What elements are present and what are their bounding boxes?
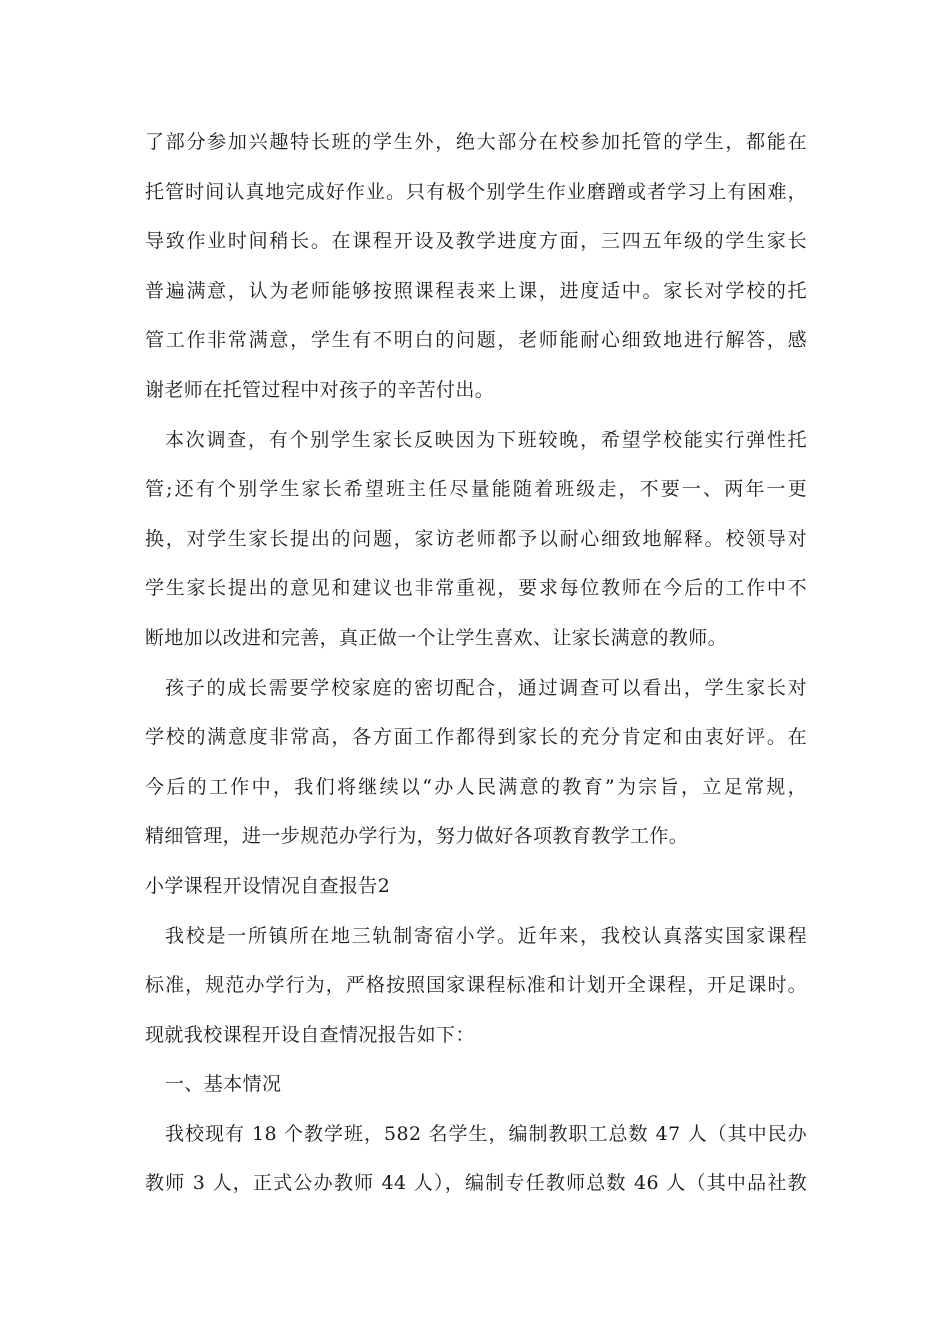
document-page [145, 118, 807, 1209]
text-line: 管工作非常满意，学生有不明白的问题，老师能耐心细致地进行解答，感 [145, 329, 807, 352]
text-line: 了部分参加兴趣特长班的学生外，绝大部分在校参加托管的学生，都能在 [145, 131, 807, 153]
subheading: 一、基本情况 [165, 1073, 282, 1096]
report-title: 小学课程开设情况自查报告2 [145, 874, 391, 897]
paragraph-3 [145, 664, 807, 862]
text-line: 断地加以改进和完善，真正做一个让学生喜欢、让家长满意的教师。 [145, 626, 728, 649]
text-line: 学校的满意度非常高，各方面工作都得到家长的充分肯定和由衷好评。在 [145, 726, 807, 749]
text-line: 托管时间认真地完成好作业。只有极个别学生作业磨蹭或者学习上有困难， [145, 180, 807, 203]
text-line: 导致作业时间稍长。在课程开设及教学进度方面，三四五年级的学生家长 [145, 230, 807, 253]
subheading-basic-situation [145, 1060, 807, 1110]
paragraph-2 [145, 416, 807, 664]
paragraph-1 [145, 118, 807, 416]
text-line: 谢老师在托管过程中对孩子的辛苦付出。 [145, 378, 495, 401]
text-line: 换，对学生家长提出的问题，家访老师都予以耐心细致地解释。校领导对 [145, 527, 807, 550]
text-line: 教师 3 人，正式公办教师 44 人），编制专任教师总数 46 人（其中品社教 [145, 1172, 807, 1195]
text-line: 本次调查，有个别学生家长反映因为下班较晚，希望学校能实行弹性托 [165, 428, 807, 451]
text-line: 学生家长提出的意见和建议也非常重视，要求每位教师在今后的工作中不 [145, 577, 807, 600]
text-line: 普遍满意，认为老师能够按照课程表来上课，进度适中。家长对学校的托 [145, 279, 807, 302]
text-line: 管;还有个别学生家长希望班主任尽量能随着班级走，不要一、两年一更 [145, 478, 807, 501]
text-line: 孩子的成长需要学校家庭的密切配合，通过调查可以看出，学生家长对 [165, 676, 807, 699]
text-line: 精细管理，进一步规范办学行为，努力做好各项教育教学工作。 [145, 825, 689, 848]
text-line: 标准，规范办学行为，严格按照国家课程标准和计划开全课程，开足课时。 [145, 974, 807, 997]
paragraph-5 [145, 1110, 807, 1209]
section-heading [145, 862, 807, 912]
text-line: 现就我校课程开设自查情况报告如下： [145, 1023, 475, 1046]
paragraph-4 [145, 912, 807, 1061]
text-line: 我校是一所镇所在地三轨制寄宿小学。近年来，我校认真落实国家课程 [165, 924, 807, 947]
text-line: 今后的工作中，我们将继续以“办人民满意的教育”为宗旨，立足常规， [145, 775, 807, 798]
text-line: 我校现有 18 个教学班，582 名学生，编制教职工总数 47 人（其中民办 [165, 1122, 807, 1145]
